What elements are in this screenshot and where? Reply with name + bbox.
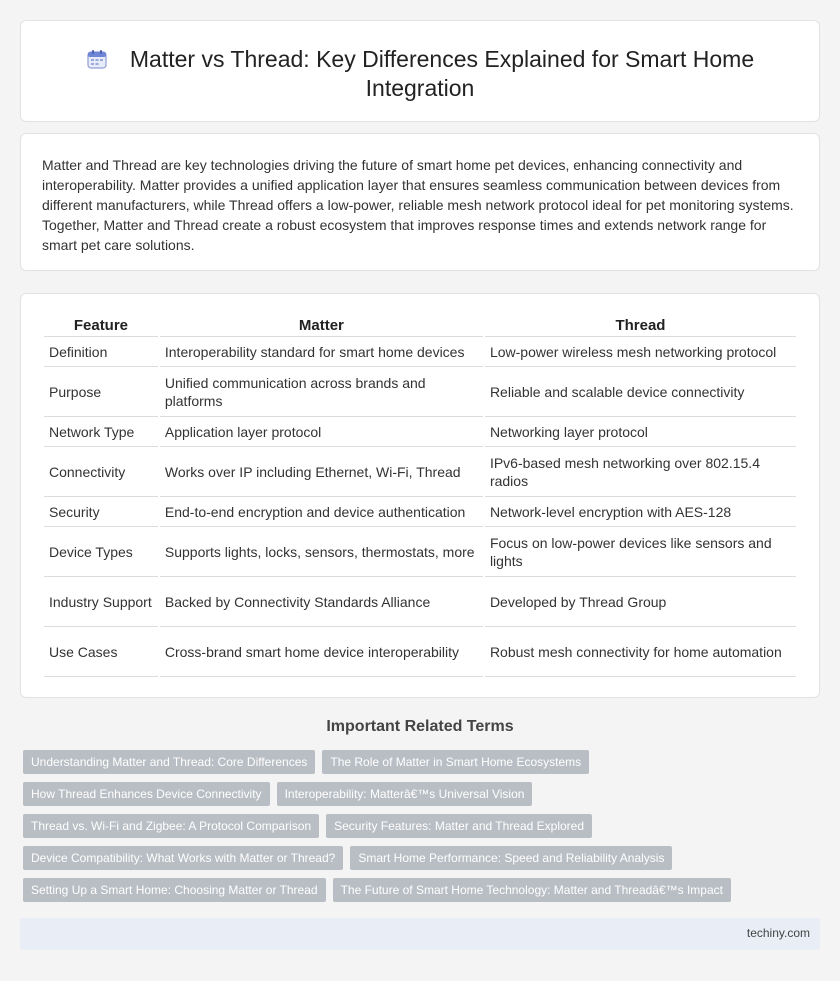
tag-row <box>23 782 803 814</box>
page-title: Matter vs Thread: Key Differences Explained for Smart Home Integration <box>129 46 755 101</box>
header-card <box>20 20 820 122</box>
thread-cell: Focus on low-power devices like sensors and lights <box>485 527 796 577</box>
matter-cell: Works over IP including Ethernet, Wi-Fi, Thread <box>160 447 483 497</box>
related-term-link[interactable]: Setting Up a Smart Home: Choosing Matter or Thread <box>23 878 326 902</box>
related-terms-heading: Important Related Terms <box>326 718 514 735</box>
calendar-icon <box>86 48 108 70</box>
thread-cell: Networking layer protocol <box>485 417 796 447</box>
related-term-link[interactable]: Smart Home Performance: Speed and Reliability Analysis <box>350 846 672 870</box>
feature-cell: Security <box>44 497 158 527</box>
comparison-card <box>20 293 820 698</box>
matter-cell: Backed by Connectivity Standards Alliance <box>160 577 483 627</box>
feature-cell: Definition <box>44 337 158 367</box>
matter-cell: End-to-end encryption and device authentication <box>160 497 483 527</box>
related-term-link[interactable]: Device Compatibility: What Works with Matter or Thread? <box>23 846 343 870</box>
related-terms-list <box>23 750 803 910</box>
footer-bar <box>20 918 820 950</box>
thread-cell: Robust mesh connectivity for home automation <box>485 627 796 677</box>
feature-cell: Use Cases <box>44 627 158 677</box>
related-term-link[interactable]: How Thread Enhances Device Connectivity <box>23 782 270 806</box>
feature-cell: Industry Support <box>44 577 158 627</box>
related-term-link[interactable]: The Future of Smart Home Technology: Matter and Threadâ€™s Impact <box>333 878 731 902</box>
column-header-thread: Thread <box>485 316 796 337</box>
matter-cell: Cross-brand smart home device interoperability <box>160 627 483 677</box>
related-term-link[interactable]: The Role of Matter in Smart Home Ecosystems <box>322 750 589 774</box>
tag-row <box>23 846 803 878</box>
title-wrap <box>21 45 819 103</box>
related-term-link[interactable]: Interoperability: Matterâ€™s Universal Vision <box>277 782 533 806</box>
feature-cell: Purpose <box>44 367 158 417</box>
thread-cell: Developed by Thread Group <box>485 577 796 627</box>
related-term-link[interactable]: Security Features: Matter and Thread Explored <box>326 814 592 838</box>
table-row <box>44 337 796 367</box>
column-header-matter: Matter <box>160 316 483 337</box>
matter-cell: Supports lights, locks, sensors, thermostats, more <box>160 527 483 577</box>
feature-cell: Device Types <box>44 527 158 577</box>
feature-cell: Connectivity <box>44 447 158 497</box>
related-term-link[interactable]: Thread vs. Wi-Fi and Zigbee: A Protocol Comparison <box>23 814 319 838</box>
table-row <box>44 497 796 527</box>
matter-cell: Unified communication across brands and platforms <box>160 367 483 417</box>
table-row <box>44 627 796 677</box>
table-row <box>44 367 796 417</box>
table-row <box>44 577 796 627</box>
table-row <box>44 527 796 577</box>
column-header-feature: Feature <box>44 316 158 337</box>
intro-card <box>20 133 820 271</box>
thread-cell: Reliable and scalable device connectivity <box>485 367 796 417</box>
table-header-row <box>44 316 796 337</box>
matter-cell: Application layer protocol <box>160 417 483 447</box>
comparison-table <box>42 316 798 677</box>
thread-cell: IPv6-based mesh networking over 802.15.4 radios <box>485 447 796 497</box>
matter-cell: Interoperability standard for smart home devices <box>160 337 483 367</box>
tag-row <box>23 814 803 846</box>
thread-cell: Network-level encryption with AES-128 <box>485 497 796 527</box>
tag-row <box>23 878 803 910</box>
tag-row <box>23 750 803 782</box>
site-name: techiny.com <box>746 926 810 940</box>
thread-cell: Low-power wireless mesh networking protocol <box>485 337 796 367</box>
feature-cell: Network Type <box>44 417 158 447</box>
related-term-link[interactable]: Understanding Matter and Thread: Core Differences <box>23 750 315 774</box>
table-row <box>44 447 796 497</box>
intro-paragraph: Matter and Thread are key technologies driving the future of smart home pet devices, enhancing connectivity and interoperability. Matter provides a unified application layer that ensures seamless communication between devices from different manufacturers, while Thread offers a low-power, reliable mesh network protocol ideal for pet monitoring systems. Together, Matter and Thread create a robust ecosystem that improves response times and extends network range for smart pet care solutions. <box>42 157 794 253</box>
table-row <box>44 417 796 447</box>
